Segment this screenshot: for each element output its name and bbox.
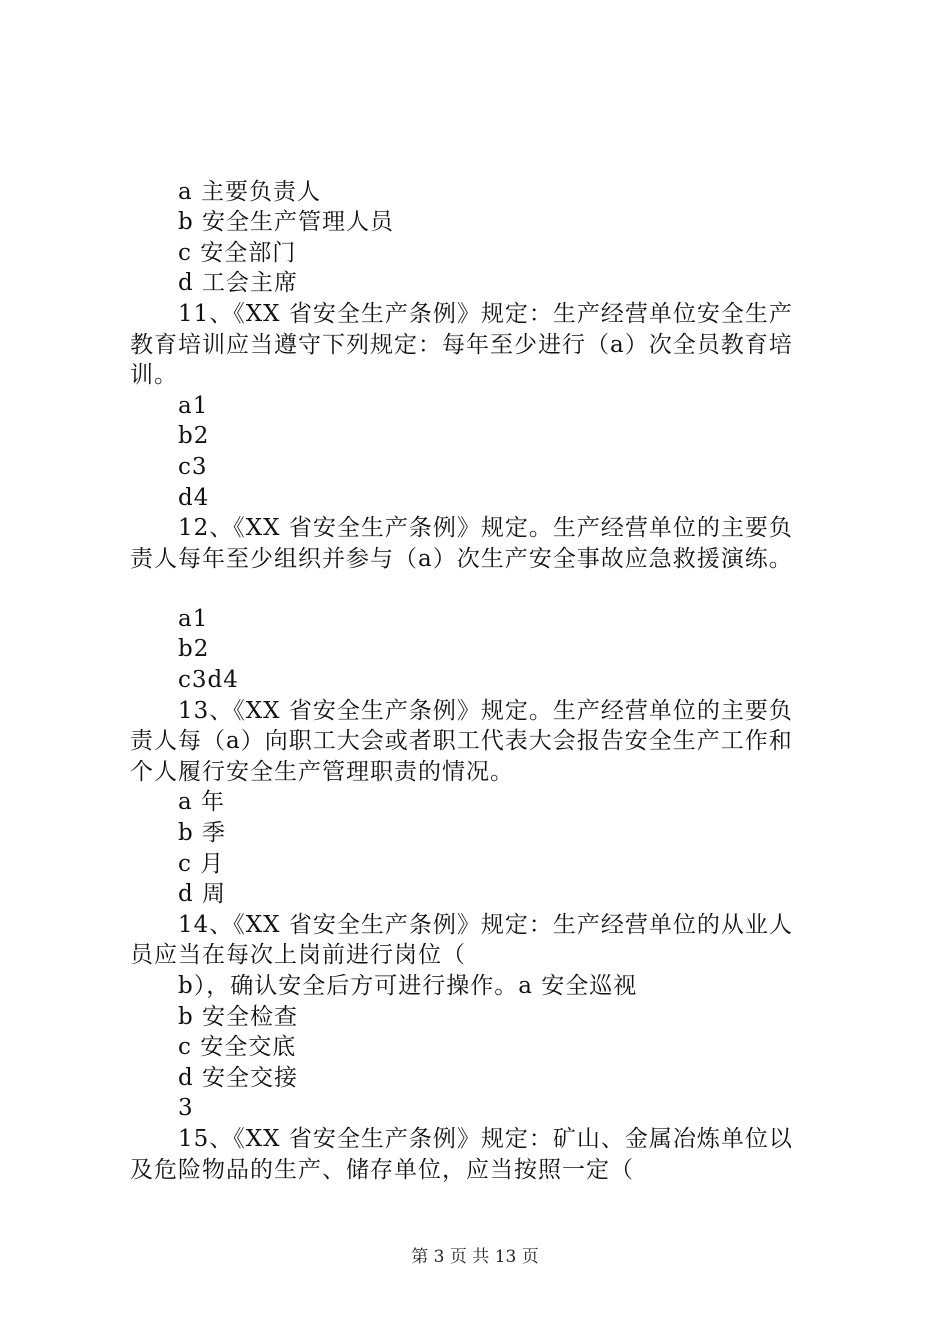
option-text: d 安全交接: [178, 1065, 299, 1091]
question-text: 训。: [130, 362, 178, 388]
option-text: b2: [178, 423, 210, 449]
stray-number: 3: [178, 1095, 194, 1121]
option-text: c 安全交底: [178, 1034, 297, 1060]
question-text: 责人每（a）向职工大会或者职工代表大会报告安全生产工作和: [130, 728, 793, 754]
option-text: d 工会主席: [178, 270, 299, 296]
option-text: c 月: [178, 851, 225, 877]
option-text: b2: [178, 636, 210, 662]
option-text: a 主要负责人: [178, 179, 322, 205]
question-text: 个人履行安全生产管理职责的情况。: [130, 759, 514, 785]
question-text: 教育培训应当遵守下列规定：每年至少进行（a）次全员教育培: [130, 332, 793, 358]
option-text: c 安全部门: [178, 240, 297, 266]
question-text: 责人每年至少组织并参与（a）次生产安全事故应急救援演练。: [130, 546, 793, 572]
question-text: b），确认安全后方可进行操作。a 安全巡视: [178, 973, 638, 999]
question-text: 13、《XX 省安全生产条例》规定。生产经营单位的主要负: [178, 698, 793, 724]
option-text: b 季: [178, 820, 227, 846]
option-text: b 安全检查: [178, 1004, 299, 1030]
option-text: d 周: [178, 881, 227, 907]
question-text: 14、《XX 省安全生产条例》规定：生产经营单位的从业人: [178, 912, 793, 938]
question-text: 员应当在每次上岗前进行岗位（: [130, 942, 466, 968]
question-text: 11、《XX 省安全生产条例》规定：生产经营单位安全生产: [178, 301, 793, 327]
question-text: 及危险物品的生产、储存单位，应当按照一定（: [130, 1157, 634, 1183]
option-text: a 年: [178, 789, 226, 815]
option-text: d4: [178, 485, 210, 511]
option-text: a1: [178, 393, 209, 419]
question-text: 15、《XX 省安全生产条例》规定：矿山、金属冶炼单位以: [178, 1126, 793, 1152]
option-text: a1: [178, 606, 209, 632]
question-text: 12、《XX 省安全生产条例》规定。生产经营单位的主要负: [178, 515, 793, 541]
option-text: b 安全生产管理人员: [178, 209, 395, 235]
option-text: c3d4: [178, 667, 239, 693]
option-text: c3: [178, 454, 208, 480]
page-footer: 第 3 页 共 13 页: [411, 1247, 539, 1267]
